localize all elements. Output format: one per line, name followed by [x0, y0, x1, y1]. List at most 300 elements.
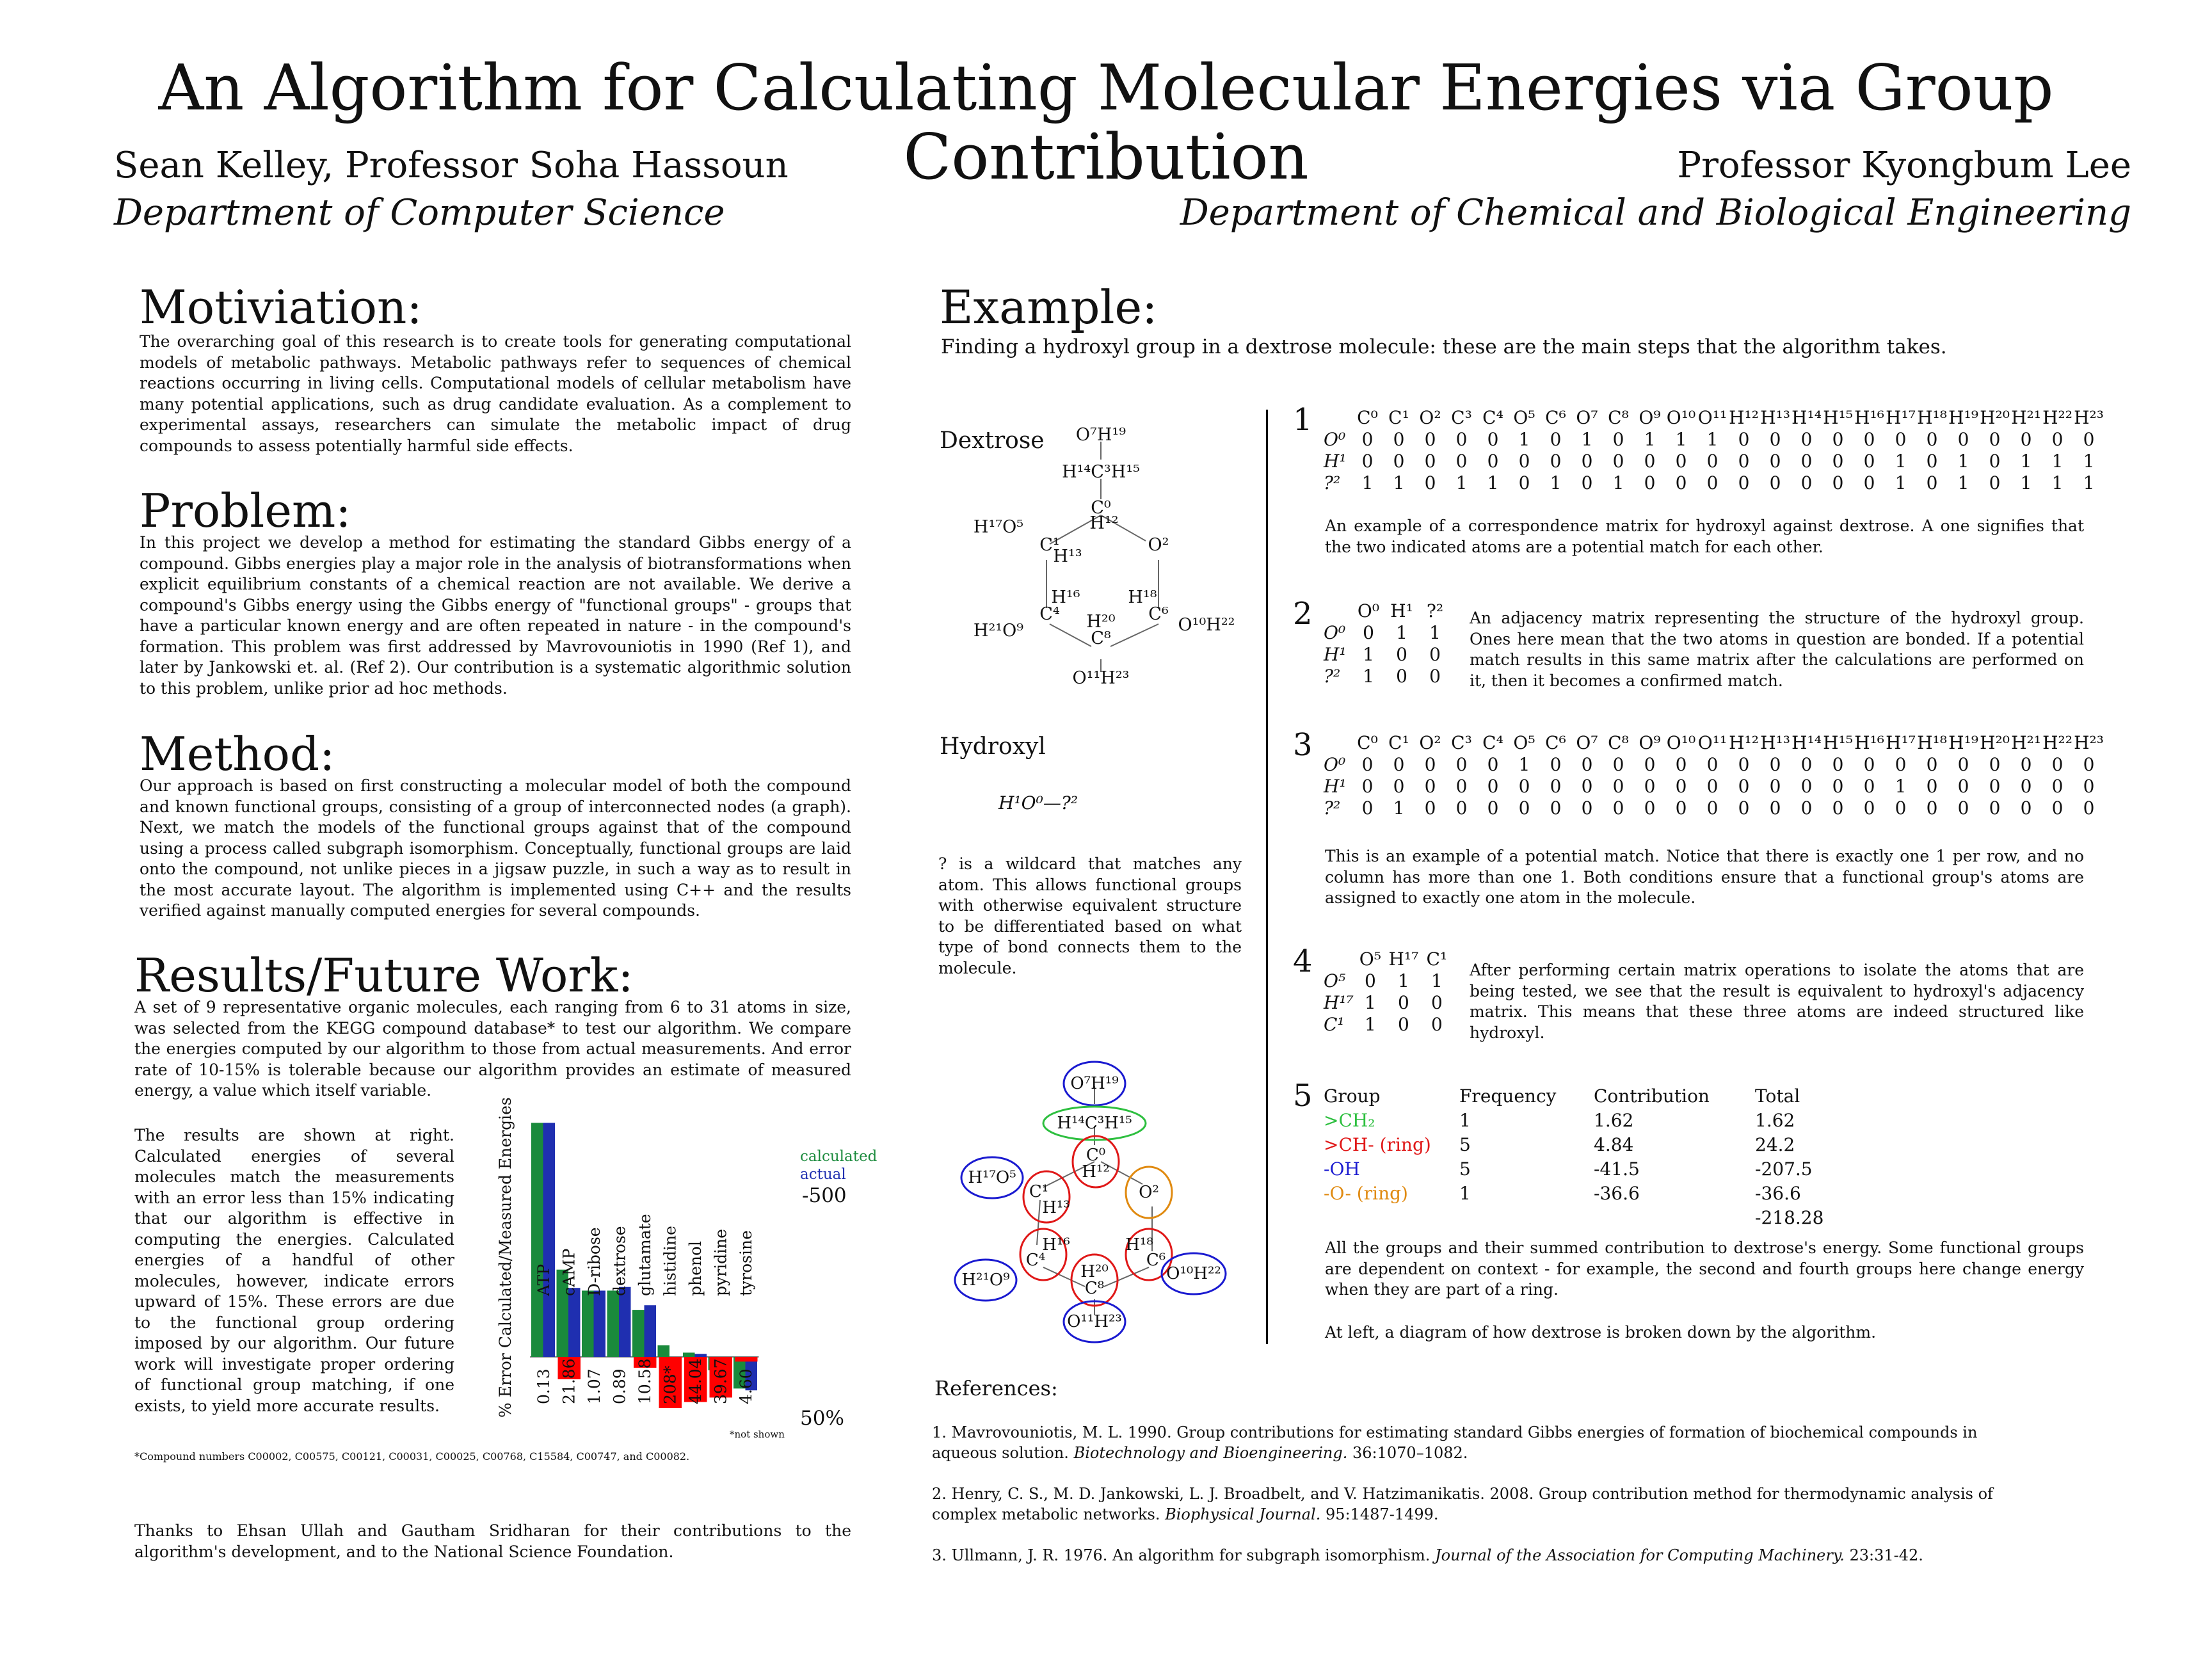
matrix-cell: 1: [1393, 797, 1405, 819]
matrix-cell: 0: [2051, 754, 2064, 775]
matrix-row: [1324, 644, 1452, 666]
bar-calculated: [531, 1123, 543, 1357]
matrix-corner: [1324, 407, 1352, 429]
error-label: 1.07: [584, 1368, 604, 1404]
matrix-col-label: H²³: [2074, 732, 2104, 753]
matrix-cell: 1: [1518, 754, 1530, 775]
hydroxyl-formula: H¹O⁰—?²: [998, 792, 1078, 813]
matrix-row: [1324, 666, 1452, 687]
matrix-col-label: C⁰: [1357, 732, 1378, 753]
bar-actual: [645, 1305, 657, 1357]
matrix-col-label: O¹⁰: [1666, 407, 1696, 428]
matrix-cell: 0: [2020, 776, 2032, 797]
matrix-cell: 1: [1361, 472, 1374, 493]
author-names-left: Sean Kelley, Professor Soha Hassoun: [114, 145, 789, 186]
category-label: ATP: [534, 1263, 553, 1296]
matrix-corner: [1324, 732, 1352, 754]
matrix-cell: 0: [1895, 754, 1907, 775]
matrix-col-label: C¹: [1388, 732, 1409, 753]
matrix-cell: 0: [1644, 451, 1656, 472]
bar-error: [735, 1357, 758, 1361]
matrix-row: [1324, 472, 2104, 494]
example-intro: Finding a hydroxyl group in a dextrose molecule: these are the main steps that the algorithm takes.: [941, 335, 1947, 358]
matrix-cell: 0: [1863, 429, 1875, 450]
matrix-col-label: C³: [1451, 732, 1472, 753]
error-label: 21.86: [559, 1358, 579, 1404]
matrix-cell: 1: [2083, 451, 2095, 472]
g-atom-o7h19: O⁷H¹⁹: [1070, 1074, 1119, 1093]
bar-calculated: [582, 1290, 594, 1357]
step-3-number: 3: [1293, 727, 1313, 763]
matrix-cell: 0: [1738, 776, 1750, 797]
col-contribution: Contribution: [1594, 1086, 1710, 1107]
matrix-col-label: H¹⁹: [1948, 407, 1978, 428]
step-5-number: 5: [1293, 1078, 1313, 1114]
matrix-col-label: O⁰: [1357, 600, 1380, 621]
matrix-cell: 0: [1612, 776, 1624, 797]
error-label: 208*: [661, 1365, 680, 1404]
atom-h12: H¹²: [1089, 513, 1119, 533]
g-atom-c8: C⁸: [1084, 1279, 1105, 1298]
atom-c0: C⁰: [1091, 498, 1111, 518]
bar-actual: [543, 1123, 556, 1357]
matrix-col-label: O²: [1419, 732, 1441, 753]
matrix-col-label: H¹⁵: [1823, 732, 1853, 753]
group-row: [1324, 1182, 1827, 1206]
author-names-right: Professor Kyongbum Lee: [1677, 145, 2131, 186]
matrix-cell: 0: [1644, 754, 1656, 775]
matrix-cell: 0: [1424, 754, 1436, 775]
matrix-cell: 0: [1518, 797, 1530, 819]
g-atom-c6: C⁶: [1146, 1251, 1166, 1270]
error-label: 39.67: [711, 1358, 730, 1404]
matrix-row: [1324, 776, 2104, 797]
matrix-col-label: H²¹: [2011, 732, 2041, 753]
bar-actual: [568, 1288, 581, 1357]
step-4-number: 4: [1293, 943, 1313, 979]
matrix-cell: 0: [1581, 797, 1593, 819]
matrix-cell: 0: [1612, 754, 1624, 775]
matrix-col-label: H¹: [1390, 600, 1413, 621]
matrix-cell: 0: [1706, 776, 1719, 797]
matrix-cell: 1: [2051, 472, 2064, 493]
matrix-cell: 1: [1706, 429, 1719, 450]
step-2-number: 2: [1293, 596, 1313, 632]
matrix-col-label: C⁸: [1608, 732, 1629, 753]
matrix-cell: 1: [1363, 666, 1374, 687]
atom-h14c3h15: H¹⁴C³H¹⁵: [1062, 462, 1140, 482]
group-sum-blank: [1594, 1206, 1755, 1230]
matrix-cell: 0: [1424, 429, 1436, 450]
matrix-row-label: C¹: [1324, 1014, 1345, 1035]
group-frequency: 1: [1459, 1183, 1471, 1204]
matrix-col-label: H²²: [2042, 732, 2072, 753]
matrix-header-row: [1324, 732, 2104, 754]
g-atom-h17o5: H¹⁷O⁵: [968, 1168, 1016, 1187]
problem-text: In this project we develop a method for estimating the standard Gibbs energy of a compound. Gibbs energies play a major role in the analysis of biotransformations when explicit equilibrium constants of a chemical reaction are not available. We derive a compound's Gibbs energy using the Gibbs energy of "functional groups" - groups that have a particular known energy and are often repeated in nature - in the compound's formation. This problem was first addressed by Mavrovouniotis in 1990 (Ref 1), and later by Jankowski et. al. (Ref 2). Our contribution is a systematic algorithmic solution to this problem, unlike prior ad hoc methods.: [140, 533, 851, 698]
ref1-text: 1. Mavrovouniotis, M. L. 1990. Group contributions for estimating standard Gibbs energies of formation of biochemical compounds in aqueous solution.: [932, 1423, 1978, 1462]
compound-footnote: *Compound numbers C00002, C00575, C00121, C00031, C00025, C00768, C15584, C00747, and C00082.: [134, 1450, 690, 1463]
atom-c1: C¹: [1039, 535, 1060, 555]
matrix-col-label: C⁸: [1608, 407, 1629, 428]
category-label: tyrosine: [736, 1230, 755, 1296]
matrix-cell: 0: [1431, 992, 1443, 1013]
group-name: -OH: [1324, 1158, 1360, 1180]
matrix-col-label: H¹⁵: [1823, 407, 1853, 428]
matrix-cell: 0: [1675, 472, 1687, 493]
matrix-cell: 0: [1706, 472, 1719, 493]
matrix-cell: 0: [1832, 472, 1844, 493]
group-table-header: [1324, 1084, 1827, 1109]
matrix-col-label: C⁶: [1545, 732, 1566, 753]
matrix-cell: 0: [2051, 797, 2064, 819]
matrix-cell: 0: [1550, 451, 1562, 472]
matrix-cell: 0: [1926, 429, 1938, 450]
category-label: histidine: [661, 1226, 680, 1296]
results-heading: Results/Future Work:: [134, 949, 634, 1002]
matrix-cell: 0: [1800, 472, 1813, 493]
group-row: [1324, 1157, 1827, 1182]
g-atom-h13: H¹³: [1042, 1198, 1070, 1217]
group-total: 1.62: [1755, 1110, 1795, 1131]
matrix-cell: 0: [1800, 429, 1813, 450]
step-2-caption: An adjacency matrix representing the structure of the hydroxyl group. Ones here mean that the two atoms in question are bonded. If a potential match results in this same matrix after the calculations are performed on it, then it becomes a confirmed match.: [1470, 609, 2084, 690]
matrix-cell: 0: [1706, 797, 1719, 819]
group-row: [1324, 1109, 1827, 1133]
problem-heading: Problem:: [140, 484, 351, 538]
matrix-cell: 1: [2020, 451, 2032, 472]
matrix-row: [1324, 797, 2104, 819]
reference-2: [932, 1484, 2033, 1525]
matrix-cell: 0: [1581, 451, 1593, 472]
matrix-col-label: H¹⁸: [1917, 407, 1947, 428]
matrix-cell: 0: [1612, 429, 1624, 450]
matrix-cell: 0: [1393, 754, 1405, 775]
matrix-cell: 0: [1957, 754, 1969, 775]
matrix-col-label: H¹⁸: [1917, 732, 1947, 753]
col-total: Total: [1755, 1086, 1800, 1107]
matrix-cell: 0: [1863, 797, 1875, 819]
authors-right: [1180, 142, 2131, 237]
matrix-cell: 0: [1396, 644, 1407, 665]
matrix-cell: 0: [2083, 797, 2095, 819]
category-label: phenol: [685, 1240, 705, 1296]
matrix-cell: 0: [1424, 797, 1436, 819]
matrix-cell: 0: [1863, 451, 1875, 472]
department-left: Department of Computer Science: [114, 192, 725, 234]
g-atom-c1: C¹: [1029, 1182, 1049, 1201]
matrix-cell: 0: [1455, 776, 1468, 797]
matrix-col-label: C¹: [1388, 407, 1409, 428]
matrix-cell: 0: [1738, 451, 1750, 472]
poster-title: An Algorithm for Calculating Molecular Energies via Group Contribution: [158, 52, 2054, 194]
matrix-cell: 0: [2020, 754, 2032, 775]
atom-o10h22: O¹⁰H²²: [1178, 615, 1235, 635]
matrix-cell: 0: [1455, 797, 1468, 819]
error-label: 0.89: [610, 1368, 629, 1404]
matrix-cell: 0: [1581, 754, 1593, 775]
atom-h16: H¹⁶: [1051, 588, 1080, 607]
error-label: 44.04: [685, 1358, 705, 1404]
matrix-cell: 0: [1895, 429, 1907, 450]
legend-actual: actual: [800, 1166, 846, 1183]
matrix-cell: 0: [1361, 429, 1374, 450]
ref2-journal: Biophysical Journal.: [1165, 1505, 1321, 1523]
matrix-col-label: C³: [1451, 407, 1472, 428]
matrix-cell: 0: [1455, 451, 1468, 472]
atom-o11h23: O¹¹H²³: [1072, 668, 1130, 688]
matrix-corner: [1324, 600, 1352, 622]
matrix-cell: 0: [1361, 776, 1374, 797]
potential-match-matrix: [1324, 732, 2104, 819]
category-label: glutamate: [635, 1214, 654, 1296]
ref3-pages: 23:31-42.: [1844, 1546, 1923, 1564]
g-atom-h12: H¹²: [1082, 1162, 1110, 1182]
matrix-cell: 1: [1429, 622, 1441, 643]
matrix-cell: 1: [1612, 472, 1624, 493]
dextrose-groups-diagram: [947, 1059, 1248, 1366]
matrix-cell: 1: [2083, 472, 2095, 493]
matrix-col-label: H²²: [2042, 407, 2072, 428]
matrix-cell: 1: [1518, 429, 1530, 450]
matrix-row-label: ?²: [1324, 797, 1341, 819]
matrix-col-label: H¹³: [1760, 407, 1790, 428]
matrix-cell: 1: [1895, 472, 1907, 493]
method-heading: Method:: [140, 727, 335, 781]
step-5-caption: All the groups and their summed contribution to dextrose's energy. Some functional groups are dependent on context - for example, the second and fourth groups here change energy when they are part of a ring.: [1325, 1238, 2084, 1299]
matrix-cell: 0: [1424, 451, 1436, 472]
matrix-cell: 1: [1431, 970, 1443, 991]
matrix-cell: 0: [1706, 754, 1719, 775]
matrix-cell: 1: [1895, 776, 1907, 797]
matrix-cell: 0: [1397, 1014, 1409, 1035]
department-right: Department of Chemical and Biological Engineering: [1180, 192, 2131, 234]
matrix-row-label: ?²: [1324, 666, 1341, 687]
matrix-col-label: O¹¹: [1697, 407, 1727, 428]
matrix-cell: 0: [1393, 451, 1405, 472]
matrix-col-label: O²: [1419, 407, 1441, 428]
matrix-cell: 0: [1895, 797, 1907, 819]
matrix-col-label: C⁰: [1357, 407, 1378, 428]
hydroxyl-label: Hydroxyl: [940, 733, 1046, 760]
matrix-col-label: H¹³: [1760, 732, 1790, 753]
matrix-col-label: H¹⁷: [1388, 949, 1419, 970]
matrix-cell: 0: [2083, 776, 2095, 797]
bar-actual: [619, 1287, 631, 1357]
matrix-cell: 0: [1429, 644, 1441, 665]
atom-c6: C⁶: [1148, 604, 1169, 624]
matrix-cell: 1: [1364, 992, 1376, 1013]
thanks-text: Thanks to Ehsan Ullah and Gautham Sridharan for their contributions to the algorithm's development, and to the National Science Foundation.: [134, 1521, 851, 1561]
wildcard-note: ? is a wildcard that matches any atom. This allows functional groups with otherwise equivalent structure to be differentiated based on what type of bond connects them to the molecule.: [938, 854, 1242, 977]
matrix-cell: 0: [1957, 776, 1969, 797]
group-name: -O- (ring): [1324, 1183, 1408, 1204]
group-name: >CH₂: [1324, 1110, 1375, 1131]
g-atom-c4: C⁴: [1025, 1251, 1046, 1270]
matrix-row-label: ?²: [1324, 472, 1341, 493]
matrix-cell: 0: [1832, 451, 1844, 472]
ref2-text: 2. Henry, C. S., M. D. Jankowski, L. J. Broadbelt, and V. Hatzimanikatis. 2008. Group contribution method for thermodynamic analysis of complex metabolic networks.: [932, 1485, 1993, 1523]
matrix-cell: 1: [1644, 429, 1656, 450]
matrix-cell: 0: [1832, 797, 1844, 819]
step-3-caption: This is an example of a potential match. Notice that there is exactly one 1 per row, and no column has more than one 1. Both conditions ensure that a functional group's atoms are assigned to exactly one atom in the molecule.: [1325, 847, 2084, 907]
step-1-caption: An example of a correspondence matrix for hydroxyl against dextrose. A one signifies that the two indicated atoms are a potential match for each other.: [1325, 517, 2084, 556]
group-sum-total: -218.28: [1755, 1207, 1824, 1228]
method-text: Our approach is based on first constructing a molecular model of both the compound and known functional groups, consisting of a group of interconnected nodes (a graph). Next, we match the models of the functional groups against that of the compound using a process called subgraph isomorphism. Conceptually, functional groups are laid onto the compound, not unlike pieces in a jigsaw puzzle, in such a way as to result in the most accurate layout. The algorithm is implemented using C++ and the results verified against manually computed energies for several compounds.: [140, 776, 851, 920]
matrix-cell: 0: [1989, 797, 2001, 819]
matrix-cell: 0: [1675, 451, 1687, 472]
matrix-cell: 0: [1738, 429, 1750, 450]
matrix-cell: 0: [1396, 666, 1407, 687]
legend-calculated: calculated: [800, 1148, 878, 1165]
matrix-cell: 1: [2051, 451, 2064, 472]
atom-o7h19: O⁷H¹⁹: [1075, 425, 1126, 445]
matrix-col-label: O¹¹: [1697, 732, 1727, 753]
correspondence-matrix-1: [1324, 407, 2104, 494]
bar-actual: [594, 1290, 606, 1357]
matrix-header-row: [1324, 407, 2104, 429]
matrix-cell: 0: [1989, 451, 2001, 472]
matrix-cell: 0: [1769, 472, 1781, 493]
matrix-cell: 0: [1769, 776, 1781, 797]
matrix-col-label: ?²: [1426, 600, 1444, 621]
error-label: 4.60: [736, 1368, 755, 1404]
matrix-cell: 0: [1361, 754, 1374, 775]
step-4-caption: After performing certain matrix operations to isolate the atoms that are being tested, we see that the result is equivalent to hydroxyl's adjacency matrix. This means that these three atoms are indeed structured like hydroxyl.: [1470, 961, 2084, 1042]
matrix-row-label: H¹: [1324, 451, 1347, 472]
matrix-row-label: O⁰: [1324, 429, 1346, 450]
matrix-cell: 0: [1675, 797, 1687, 819]
category-label: dextrose: [610, 1226, 629, 1296]
matrix-cell: 0: [1455, 754, 1468, 775]
matrix-col-label: O⁵: [1359, 949, 1381, 970]
bar-actual: [695, 1354, 707, 1357]
g-atom-h20: H²⁰: [1080, 1262, 1109, 1281]
matrix-col-label: O⁹: [1639, 732, 1661, 753]
matrix-cell: 1: [1393, 472, 1405, 493]
matrix-cell: 0: [1926, 797, 1938, 819]
matrix-cell: 0: [1431, 1014, 1443, 1035]
tick-label-lower: 50%: [800, 1407, 844, 1430]
matrix-col-label: H¹⁴: [1791, 732, 1822, 753]
matrix-cell: 0: [1364, 970, 1376, 991]
matrix-row-label: O⁰: [1324, 754, 1346, 775]
matrix-cell: 1: [1364, 1014, 1376, 1035]
matrix-cell: 0: [1612, 451, 1624, 472]
reference-3: [932, 1545, 2033, 1566]
matrix-cell: 0: [1832, 429, 1844, 450]
matrix-cell: 0: [1832, 754, 1844, 775]
group-contribution: 4.84: [1594, 1134, 1634, 1155]
matrix-cell: 0: [1550, 797, 1562, 819]
matrix-col-label: H¹²: [1729, 407, 1759, 428]
matrix-col-label: O⁹: [1639, 407, 1661, 428]
matrix-row: [1324, 622, 1452, 644]
matrix-cell: 0: [1550, 754, 1562, 775]
group-contribution: -36.6: [1594, 1183, 1640, 1204]
group-row: [1324, 1133, 1827, 1157]
results-intro: A set of 9 representative organic molecules, each ranging from 6 to 31 atoms in size, was selected from the KEGG compound database* to test our algorithm. We compare the energies computed by our algorithm to those from actual measurements. And error rate of 10-15% is tolerable because our algorithm provides an estimate of measured energy, a value which itself variable.: [134, 998, 851, 1100]
dextrose-label: Dextrose: [940, 428, 1045, 454]
atom-c4: C⁴: [1039, 604, 1060, 624]
matrix-cell: 1: [1957, 472, 1969, 493]
g-atom-o2: O²: [1139, 1183, 1159, 1202]
matrix-cell: 0: [1769, 797, 1781, 819]
matrix-cell: 0: [1989, 472, 2001, 493]
matrix-cell: 0: [1800, 451, 1813, 472]
matrix-cell: 0: [2083, 429, 2095, 450]
matrix-cell: 0: [1675, 754, 1687, 775]
matrix-cell: 0: [1581, 472, 1593, 493]
matrix-cell: 0: [1926, 754, 1938, 775]
group-frequency: 1: [1459, 1110, 1471, 1131]
matrix-cell: 1: [1397, 970, 1409, 991]
results-chart: [493, 1097, 878, 1440]
matrix-cell: 1: [1396, 622, 1407, 643]
group-sum-blank: [1459, 1206, 1594, 1230]
matrix-cell: 0: [1487, 797, 1499, 819]
matrix-col-label: O⁵: [1513, 732, 1535, 753]
matrix-row: [1324, 429, 2104, 451]
matrix-cell: 0: [1361, 451, 1374, 472]
matrix-row: [1324, 970, 1454, 992]
col-group: Group: [1324, 1086, 1381, 1107]
matrix-row: [1324, 992, 1454, 1014]
matrix-cell: 0: [2020, 429, 2032, 450]
col-frequency: Frequency: [1459, 1086, 1557, 1107]
reference-1: [932, 1422, 2033, 1463]
atom-h20: H²⁰: [1086, 612, 1116, 632]
group-contribution: 1.62: [1594, 1110, 1634, 1131]
matrix-cell: 0: [1832, 776, 1844, 797]
g-atom-h14c3h15: H¹⁴C³H¹⁵: [1057, 1114, 1132, 1133]
matrix-cell: 0: [1397, 992, 1409, 1013]
step-5-caption-2: At left, a diagram of how dextrose is broken down by the algorithm.: [1325, 1323, 1877, 1342]
matrix-cell: 0: [1455, 429, 1468, 450]
matrix-cell: 0: [1361, 797, 1374, 819]
matrix-cell: 0: [1550, 776, 1562, 797]
matrix-col-label: H¹⁶: [1854, 732, 1884, 753]
group-sum-blank: [1324, 1206, 1459, 1230]
ref3-journal: Journal of the Association for Computing Machinery.: [1435, 1546, 1845, 1564]
matrix-col-label: H¹⁷: [1886, 407, 1916, 428]
matrix-header-row: [1324, 600, 1452, 622]
matrix-cell: 1: [1487, 472, 1499, 493]
matrix-cell: 1: [1363, 644, 1374, 665]
group-total: -207.5: [1755, 1158, 1813, 1180]
matrix-cell: 0: [1612, 797, 1624, 819]
bar-calculated: [658, 1345, 670, 1357]
authors-left: [114, 142, 789, 237]
matrix-col-label: H¹⁷: [1886, 732, 1916, 753]
matrix-cell: 0: [1926, 776, 1938, 797]
matrix-cell: 0: [1863, 472, 1875, 493]
matrix-cell: 0: [1581, 776, 1593, 797]
matrix-col-label: H¹⁴: [1791, 407, 1822, 428]
matrix-col-label: O⁷: [1576, 407, 1598, 428]
matrix-cell: 0: [1706, 451, 1719, 472]
ref1-journal: Biotechnology and Bioengineering.: [1073, 1444, 1348, 1462]
matrix-cell: 1: [2020, 472, 2032, 493]
matrix-cell: 0: [1957, 429, 1969, 450]
g-atom-h21o9: H²¹O⁹: [961, 1270, 1010, 1290]
matrix-cell: 0: [1926, 472, 1938, 493]
error-label: 0.13: [534, 1368, 553, 1404]
error-label: 10.58: [635, 1358, 654, 1404]
motivation-heading: Motiviation:: [140, 280, 422, 334]
atom-h18: H¹⁸: [1128, 588, 1157, 607]
bar-calculated: [607, 1290, 620, 1357]
